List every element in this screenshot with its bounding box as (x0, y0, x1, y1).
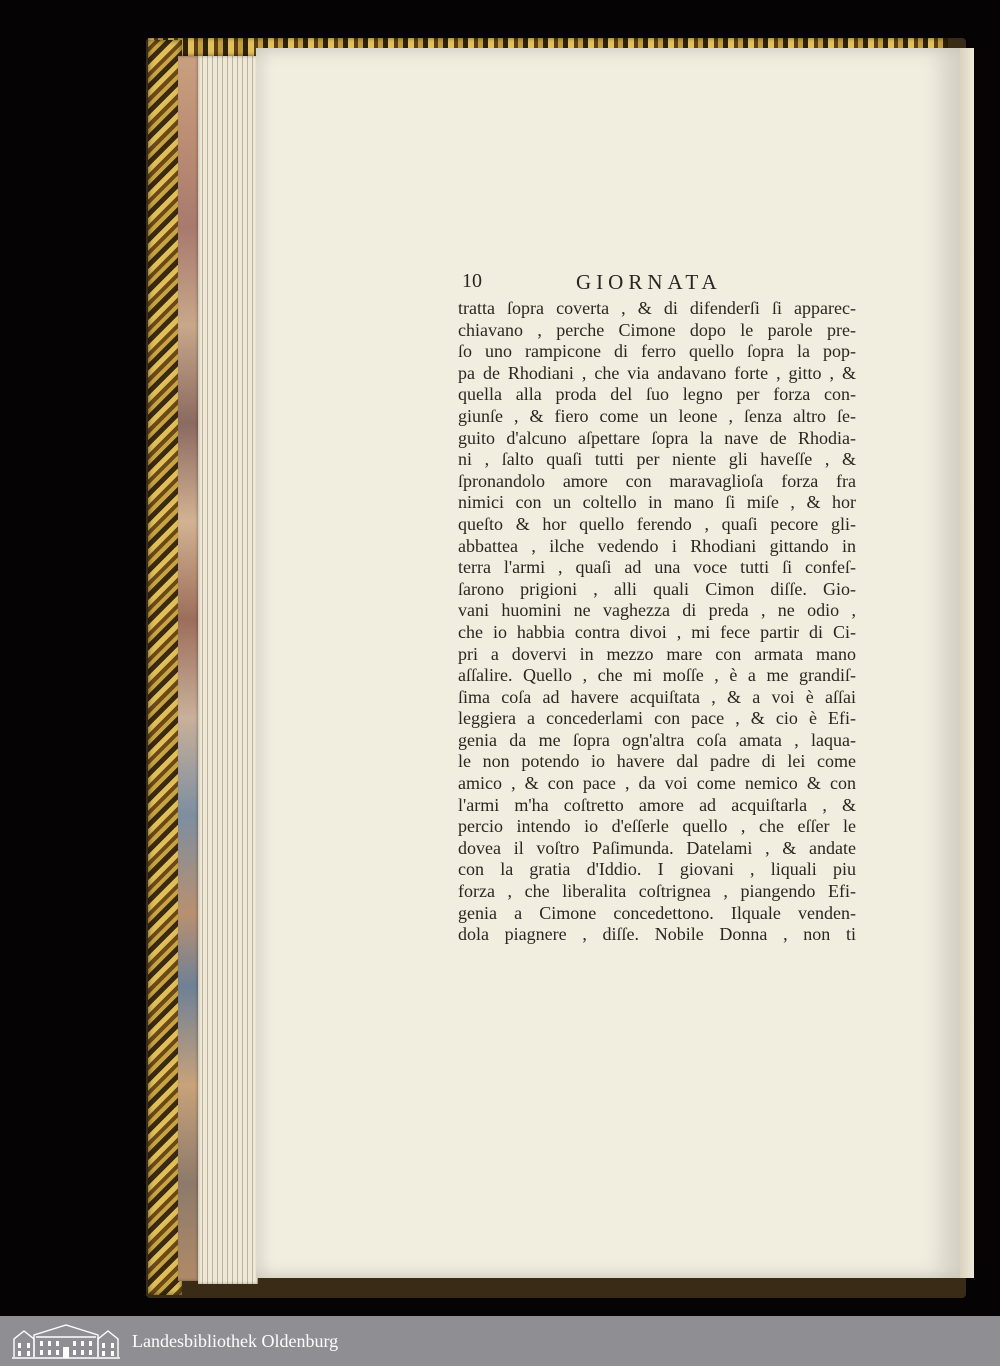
text-line: forza , che liberalita coſtrignea , piangendo Efi- (458, 881, 856, 902)
text-line: vani huomini ne vaghezza di preda , ne odio , (458, 600, 856, 621)
body-text (458, 298, 858, 946)
gilded-spine-edge (148, 40, 182, 1295)
text-line: dovea il voſtro Paſimunda. Datelami , & andate (458, 837, 856, 858)
marbled-endpaper (178, 56, 200, 1281)
text-line: genia a Cimone concedettono. Ilquale venden- (458, 902, 856, 923)
text-line: ſo uno rampicone di ferro quello ſopra la pop- (458, 341, 856, 362)
text-line: leggiera a concederlami con pace , & cio è Efi- (458, 708, 856, 729)
text-line: nimici con un coltello in mano ſi miſe , & hor (458, 492, 856, 513)
text-line: pa de Rhodiani , che via andavano forte , gitto , & (458, 362, 856, 383)
text-line: amico , & con pace , da voi come nemico & con (458, 773, 856, 794)
text-line: tratta ſopra coverta , & di difenderſi ſi apparec- (458, 298, 856, 318)
text-line: abbattea , ilche vedendo i Rhodiani gittando in (458, 535, 856, 556)
text-line: ſpronandolo amore con maravaglioſa forza fra (458, 470, 856, 491)
text-line: aſſalire. Quello , che mi moſſe , è a me grandiſ- (458, 665, 856, 686)
text-line: genia da me ſopra ogn'altra coſa amata , laqua- (458, 729, 856, 750)
page-leaves-edge (198, 56, 258, 1284)
text-line: quella alla proda del ſuo legno per forza con- (458, 384, 856, 405)
text-line: le non potendo io havere dal padre di lei come (458, 751, 856, 772)
text-line: l'armi m'ha coſtretto amore ad acquiſtarla , & (458, 794, 856, 815)
page-number: 10 (462, 270, 482, 292)
text-line: percio intendo io d'eſſerle quello , che eſſer le (458, 816, 856, 837)
library-building-logo-icon (10, 1321, 122, 1361)
text-line: dola piagnere , diſſe. Nobile Donna , non ti (458, 924, 856, 945)
text-line: ſima coſa ad havere acquiſtata , & a voi è aſſai (458, 686, 856, 707)
text-line: ni , ſalto quaſi tutti per niente gli haveſſe , & (458, 449, 856, 470)
running-head (458, 270, 858, 296)
text-line: ſarono prigioni , alli quali Cimon diſſe. Gio- (458, 578, 856, 599)
text-line: giunſe , & fiero come un leone , ſenza altro ſe- (458, 405, 856, 426)
page-text-block (458, 270, 858, 946)
text-line: guito d'alcuno aſpettare ſopra la nave de Rhodia- (458, 427, 856, 448)
library-name: Landesbibliothek Oldenburg (132, 1330, 339, 1351)
facing-page-edge (960, 48, 974, 1278)
text-line: che io habbia contra divoi , mi fece partir di Ci- (458, 621, 856, 642)
running-head-title: GIORNATA (576, 270, 722, 294)
text-line: chiavano , perche Cimone dopo le parole pre- (458, 319, 856, 340)
text-line: terra l'armi , quaſi ad una voce tutti ſi confeſ- (458, 557, 856, 578)
text-line: con la gratia d'Iddio. I giovani , liquali piu (458, 859, 856, 880)
text-line: queſto & hor quello ferendo , quaſi pecore gli- (458, 513, 856, 534)
footer-bar (0, 1316, 1000, 1366)
text-line: pri a dovervi in mezzo mare con armata mano (458, 643, 856, 664)
